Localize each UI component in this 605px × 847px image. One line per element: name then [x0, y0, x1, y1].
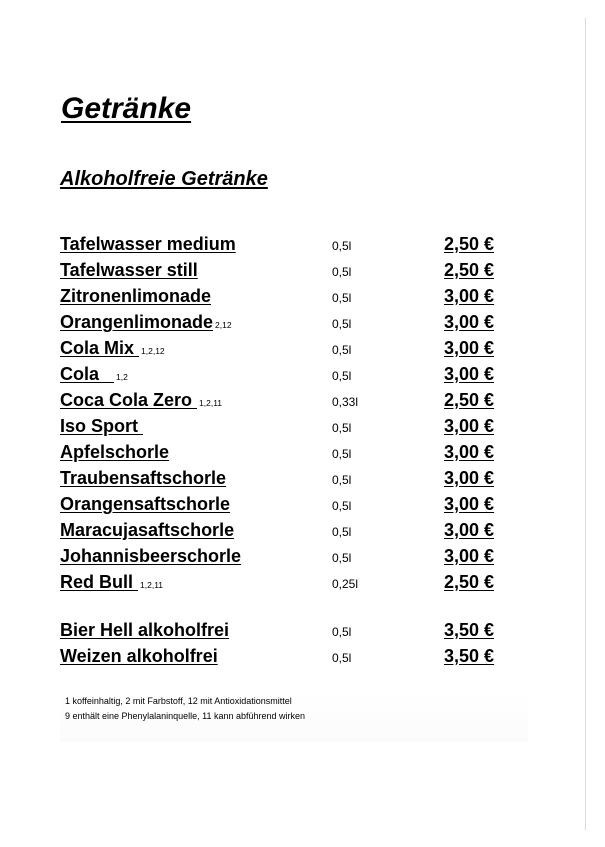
drink-price: 3,00 € — [444, 442, 495, 462]
list-item — [60, 440, 510, 466]
drink-price: 2,50 € — [444, 390, 495, 410]
list-item — [60, 310, 510, 336]
drink-price: 3,00 € — [444, 520, 495, 540]
drink-size: 0,5l — [332, 291, 352, 305]
drink-size: 0,25l — [332, 577, 359, 591]
list-item — [60, 466, 510, 492]
drink-additives: 1,2,12 — [141, 346, 165, 356]
drink-name: Red Bull 1,2,11 — [60, 570, 163, 597]
list-item — [60, 492, 510, 518]
drink-additives: 2,12 — [215, 320, 232, 330]
drink-name: Cola 1,2 — [60, 362, 128, 389]
drink-name: Bier Hell alkoholfrei — [60, 620, 230, 640]
drink-price: 3,00 € — [444, 338, 495, 358]
drink-name: Iso Sport — [60, 416, 144, 436]
list-item — [60, 618, 510, 644]
list-item — [60, 414, 510, 440]
drink-size: 0,5l — [332, 499, 352, 513]
list-item — [60, 644, 510, 670]
drink-size: 0,5l — [332, 651, 352, 665]
drink-name: Orangenlimonade 2,12 — [60, 310, 232, 337]
list-item — [60, 544, 510, 570]
section-title: Alkoholfreie Getränke — [60, 168, 268, 190]
drink-size: 0,5l — [332, 317, 352, 331]
drink-additives: 1,2 — [116, 372, 128, 382]
drink-size: 0,5l — [332, 343, 352, 357]
list-item — [60, 232, 510, 258]
drink-price: 3,00 € — [444, 286, 495, 306]
list-item — [60, 388, 510, 414]
drink-size: 0,5l — [332, 369, 352, 383]
drink-price: 3,00 € — [444, 312, 495, 332]
list-item — [60, 570, 510, 596]
drink-price: 2,50 € — [444, 260, 495, 280]
list-item — [60, 284, 510, 310]
drink-price: 3,00 € — [444, 468, 495, 488]
drink-price: 3,00 € — [444, 416, 495, 436]
drink-price: 3,50 € — [444, 646, 495, 666]
drink-price: 2,50 € — [444, 572, 495, 592]
drink-name: Weizen alkoholfrei — [60, 646, 218, 666]
drink-name: Tafelwasser medium — [60, 234, 236, 254]
drink-additives: 1,2,11 — [199, 398, 223, 408]
drinks-list — [60, 232, 510, 670]
drink-size: 0,5l — [332, 551, 352, 565]
drink-size: 0,5l — [332, 525, 352, 539]
drink-name: Maracujasaftschorle — [60, 520, 235, 540]
drink-price: 2,50 € — [444, 234, 495, 254]
drink-name: Orangensaftschorle — [60, 494, 231, 514]
drink-size: 0,5l — [332, 265, 352, 279]
drink-name: Traubensaftschorle — [60, 468, 227, 488]
drink-name: Tafelwasser still — [60, 260, 198, 280]
drink-price: 3,00 € — [444, 494, 495, 514]
additives-footnotes — [60, 694, 528, 742]
list-item — [60, 362, 510, 388]
drink-size: 0,5l — [332, 625, 352, 639]
drink-name: Johannisbeerschorle — [60, 546, 242, 566]
drink-price: 3,00 € — [444, 546, 495, 566]
drink-size: 0,5l — [332, 239, 352, 253]
drink-size: 0,5l — [332, 473, 352, 487]
drink-additives: 1,2,11 — [140, 580, 164, 590]
drink-name: Coca Cola Zero 1,2,11 — [60, 388, 222, 415]
page-edge-line — [585, 18, 586, 830]
list-item — [60, 258, 510, 284]
drink-name: Cola Mix 1,2,12 — [60, 336, 165, 363]
drink-price: 3,50 € — [444, 620, 495, 640]
drink-price: 3,00 € — [444, 364, 495, 384]
list-item — [60, 518, 510, 544]
list-item — [60, 336, 510, 362]
footnote-line: 1 koffeinhaltig, 2 mit Farbstoff, 12 mit Antioxidationsmittel — [65, 696, 292, 706]
page-title: Getränke — [61, 92, 192, 125]
drink-size: 0,33l — [332, 395, 359, 409]
footnote-line: 9 enthält eine Phenylalaninquelle, 11 kann abführend wirken — [65, 711, 306, 721]
drink-size: 0,5l — [332, 421, 352, 435]
drink-name: Zitronenlimonade — [60, 286, 212, 306]
drink-name: Apfelschorle — [60, 442, 170, 462]
drink-size: 0,5l — [332, 447, 352, 461]
